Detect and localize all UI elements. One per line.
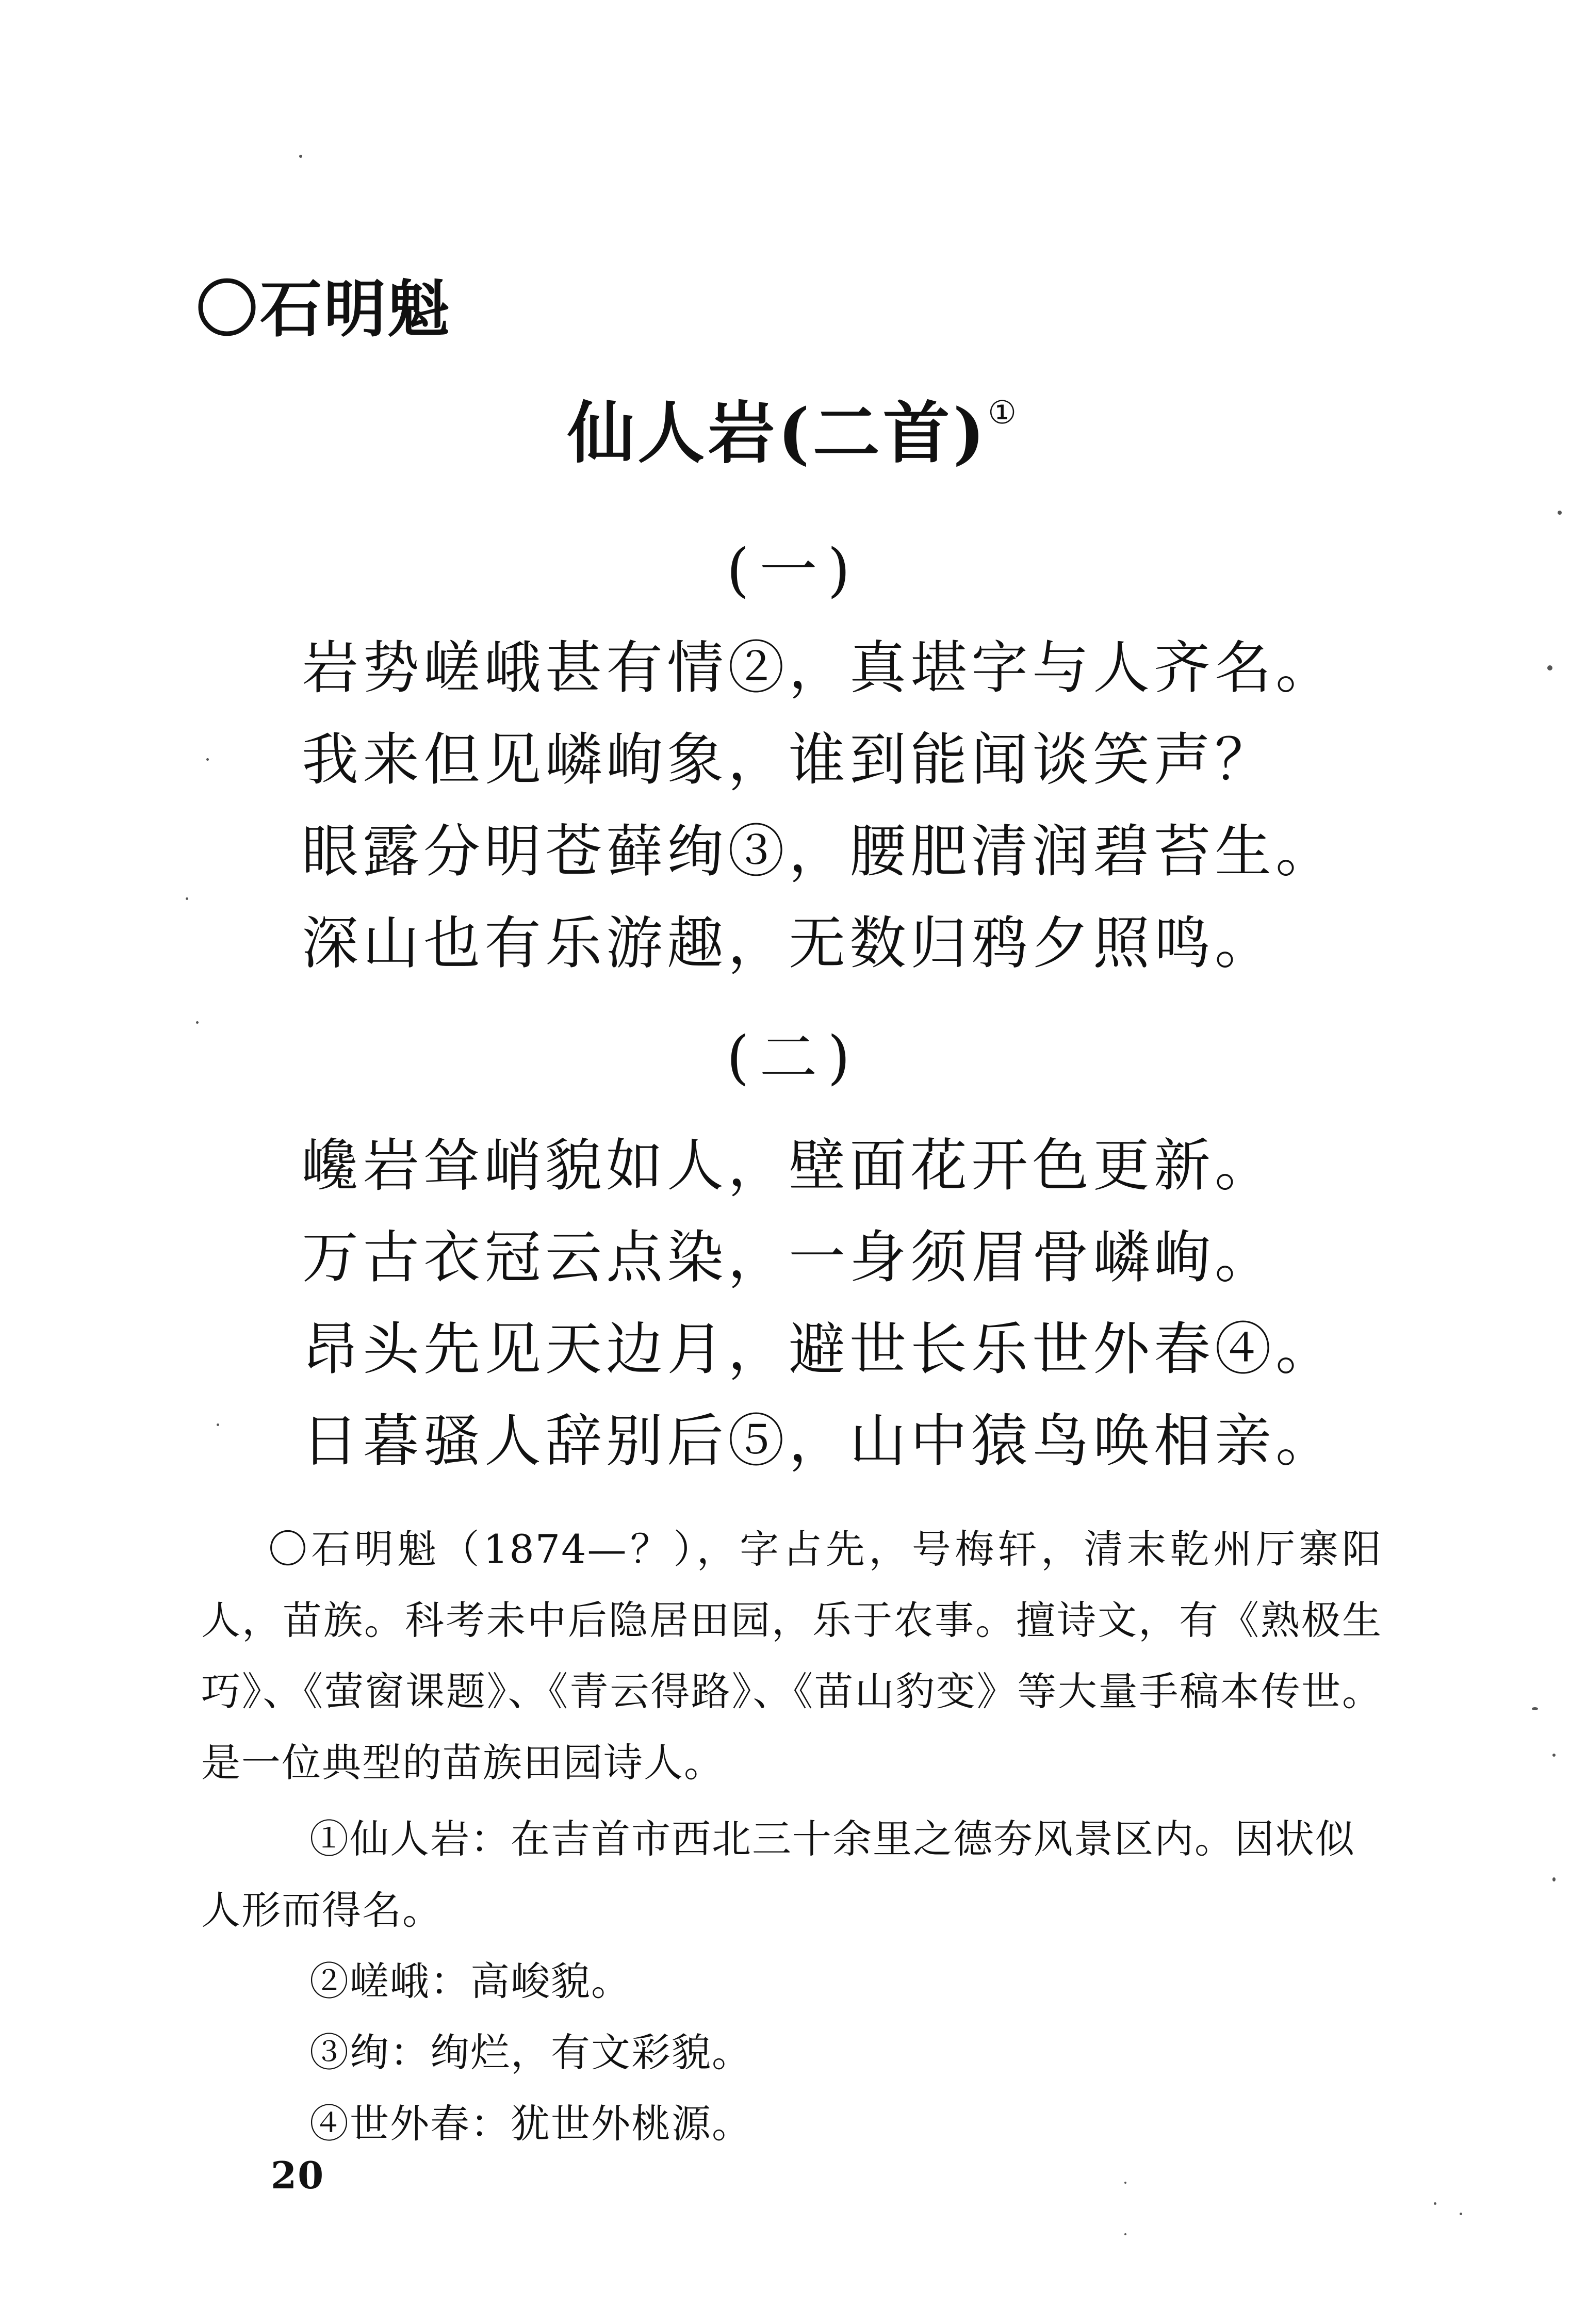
author-biography: 〇石明魁（1874—？），字占先，号梅轩，清末乾州厅寨阳人，苗族。科考未中后隐居田园，乐于农事。擅诗文，有《熟极生巧》、《萤窗课题》、《青云得路》、《苗山豹变》等大量手稿本传世。是一位典型的苗族田园诗人。 [201,1526,1382,1786]
scan-speck [299,155,302,158]
scan-speck [1124,2182,1126,2184]
scan-speck [1532,1707,1538,1710]
scan-speck [1434,2202,1436,2205]
footnote: ②嵯峨：高峻貌。 [309,1958,631,2004]
poem-line: 万古衣冠云点染，一身须眉骨嶙峋。 [302,1224,1275,1290]
poem-stanza-1 [302,635,1336,1007]
scan-speck [196,1021,199,1024]
page-number: 20 [271,2153,325,2197]
title-footnote-mark: ① [988,394,1020,431]
scan-speck [1124,2233,1126,2235]
poem-title-text: 仙人岩(二首) [567,394,988,472]
poem-line: 眼露分明苍藓绚③，腰肥清润碧苔生。 [302,819,1336,885]
scan-speck [1547,665,1552,670]
scan-speck [1552,1877,1556,1881]
footnote: ①仙人岩：在吉首市西北三十余里之德夯风景区内。因状似人形而得名。 [201,1816,1355,1933]
poem-stanza-2 [302,1133,1336,1504]
section-number-2: (二) [726,1024,861,1091]
scan-speck [1460,2213,1462,2215]
section-number-1: (一) [726,537,861,604]
scan-speck [1552,1754,1556,1757]
footnote: ④世外春：犹世外桃源。 [309,2101,752,2147]
poem-line: 巉岩耸峭貌如人，壁面花开色更新。 [302,1133,1275,1199]
poem-title [0,394,1587,472]
poem-line: 昂头先见天边月，避世长乐世外春④。 [302,1316,1336,1382]
notes-section [201,1514,1382,2159]
poem-line: 我来但见嶙峋象，谁到能闻谈笑声？ [302,727,1275,793]
scan-speck [217,1423,219,1426]
poem-line: 深山也有乐游趣，无数归鸦夕照鸣。 [302,910,1275,976]
scan-speck [1558,511,1562,515]
author-heading: 〇石明魁 [196,273,452,346]
poem-line: 岩势嵯峨甚有情②，真堪字与人齐名。 [302,635,1336,701]
scan-speck [186,897,188,900]
poem-line: 日暮骚人辞别后⑤，山中猿鸟唤相亲。 [302,1408,1336,1474]
scan-speck [206,758,209,761]
footnote: ③绚：绚烂，有文彩貌。 [309,2030,752,2075]
